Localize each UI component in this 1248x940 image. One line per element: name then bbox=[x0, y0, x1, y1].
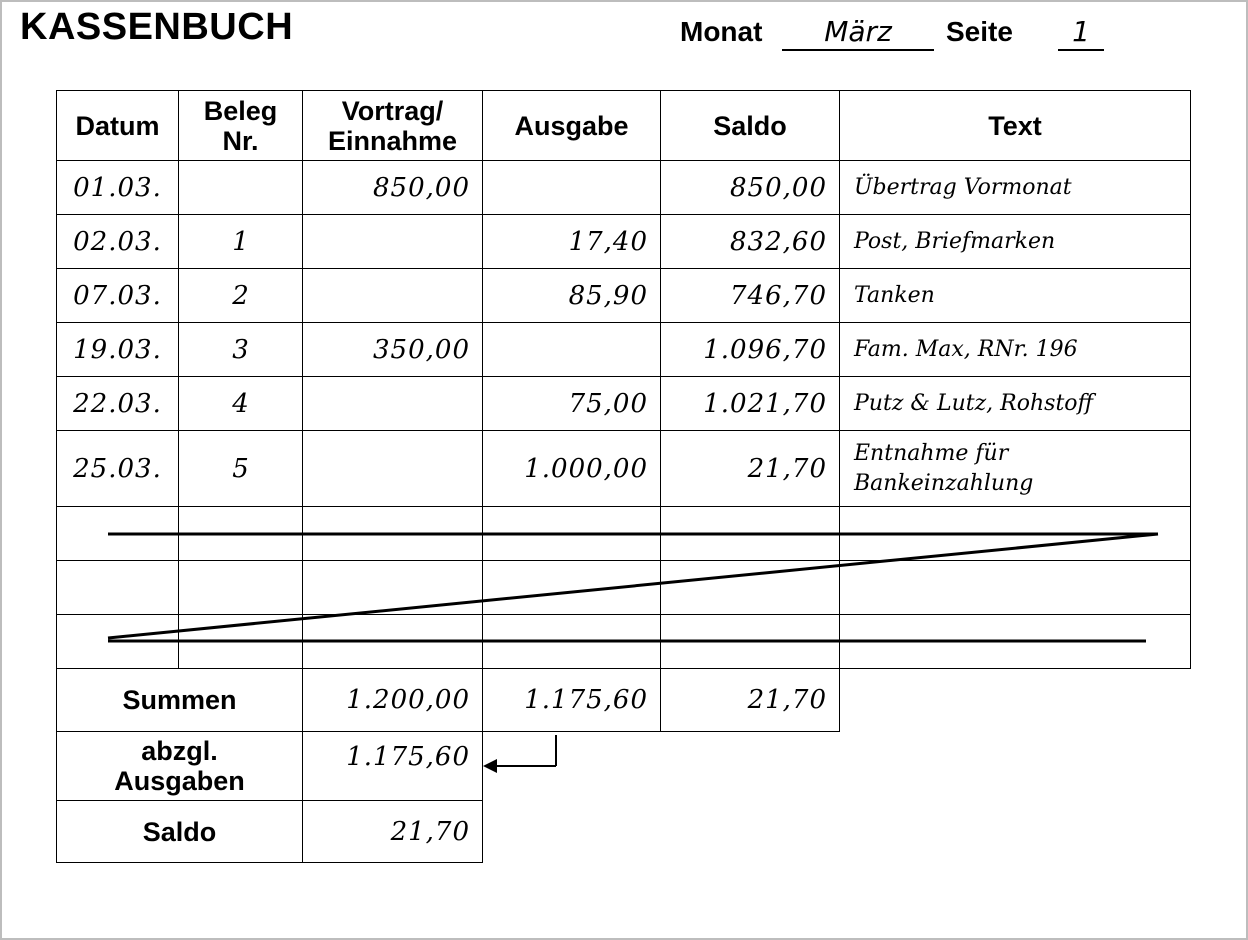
col-header-vortrag bbox=[302, 90, 483, 161]
row-5-beleg: 4 bbox=[178, 376, 303, 431]
row-6-text bbox=[839, 430, 1191, 507]
col-header-ausgabe: Ausgabe bbox=[482, 90, 661, 161]
summen-einnahme: 1.200,00 bbox=[302, 668, 483, 732]
summen-saldo: 21,70 bbox=[660, 668, 840, 732]
month-label: Monat bbox=[680, 16, 763, 47]
row-5-text: Putz & Lutz, Rohstoff bbox=[839, 376, 1191, 431]
page-field bbox=[1058, 15, 1104, 51]
month-value: März bbox=[824, 15, 892, 48]
col-header-vortrag-line2: Einnahme bbox=[327, 125, 458, 156]
document-title: KASSENBUCH bbox=[20, 6, 294, 48]
row-1-ausgabe bbox=[482, 160, 661, 215]
row-3-saldo: 746,70 bbox=[660, 268, 840, 323]
row-4-saldo: 1.096,70 bbox=[660, 322, 840, 377]
row-1-text: Übertrag Vormonat bbox=[839, 160, 1191, 215]
row-4-datum: 19.03. bbox=[56, 322, 179, 377]
row-2-einnahme bbox=[302, 214, 483, 269]
row-5-ausgabe: 75,00 bbox=[482, 376, 661, 431]
row-2-beleg: 1 bbox=[178, 214, 303, 269]
empty-cell bbox=[660, 560, 840, 615]
col-header-text: Text bbox=[839, 90, 1191, 161]
row-3-text: Tanken bbox=[839, 268, 1191, 323]
saldo-value: 21,70 bbox=[302, 800, 483, 863]
empty-cell bbox=[56, 614, 179, 669]
empty-cell bbox=[178, 560, 303, 615]
row-2-text: Post, Briefmarken bbox=[839, 214, 1191, 269]
empty-cell bbox=[482, 506, 661, 561]
row-4-einnahme: 350,00 bbox=[302, 322, 483, 377]
abzgl-value: 1.175,60 bbox=[302, 731, 483, 801]
row-6-datum: 25.03. bbox=[56, 430, 179, 507]
col-header-datum: Datum bbox=[56, 90, 179, 161]
row-1-beleg bbox=[178, 160, 303, 215]
col-header-vortrag-line1: Vortrag/ bbox=[341, 95, 444, 126]
row-5-saldo: 1.021,70 bbox=[660, 376, 840, 431]
empty-cell bbox=[302, 506, 483, 561]
row-4-text: Fam. Max, RNr. 196 bbox=[839, 322, 1191, 377]
empty-cell bbox=[178, 506, 303, 561]
empty-cell bbox=[482, 614, 661, 669]
row-1-saldo: 850,00 bbox=[660, 160, 840, 215]
row-5-einnahme bbox=[302, 376, 483, 431]
row-5-datum: 22.03. bbox=[56, 376, 179, 431]
abzgl-label bbox=[56, 731, 303, 801]
row-3-ausgabe: 85,90 bbox=[482, 268, 661, 323]
abzgl-label-line2: Ausgaben bbox=[114, 766, 245, 796]
col-header-beleg-line1: Beleg bbox=[203, 95, 278, 126]
col-header-beleg bbox=[178, 90, 303, 161]
summen-label: Summen bbox=[56, 668, 303, 732]
empty-cell bbox=[302, 560, 483, 615]
empty-cell bbox=[839, 560, 1191, 615]
page-number: 1 bbox=[1072, 15, 1090, 48]
row-6-ausgabe: 1.000,00 bbox=[482, 430, 661, 507]
row-4-ausgabe bbox=[482, 322, 661, 377]
row-6-saldo: 21,70 bbox=[660, 430, 840, 507]
col-header-saldo: Saldo bbox=[660, 90, 840, 161]
saldo-label: Saldo bbox=[56, 800, 303, 863]
row-1-einnahme: 850,00 bbox=[302, 160, 483, 215]
arrow-head-icon bbox=[483, 759, 497, 773]
row-2-ausgabe: 17,40 bbox=[482, 214, 661, 269]
month-field bbox=[782, 15, 934, 51]
row-2-saldo: 832,60 bbox=[660, 214, 840, 269]
empty-cell bbox=[56, 506, 179, 561]
empty-cell bbox=[56, 560, 179, 615]
row-3-beleg: 2 bbox=[178, 268, 303, 323]
page-label: Seite bbox=[946, 16, 1013, 47]
row-2-datum: 02.03. bbox=[56, 214, 179, 269]
col-header-beleg-line2: Nr. bbox=[222, 125, 259, 156]
row-3-einnahme bbox=[302, 268, 483, 323]
row-3-datum: 07.03. bbox=[56, 268, 179, 323]
empty-cell bbox=[482, 560, 661, 615]
summen-ausgabe: 1.175,60 bbox=[482, 668, 661, 732]
row-6-text-line1: Entnahme für bbox=[854, 440, 1009, 466]
empty-cell bbox=[660, 614, 840, 669]
empty-cell bbox=[839, 506, 1191, 561]
empty-cell bbox=[660, 506, 840, 561]
row-6-einnahme bbox=[302, 430, 483, 507]
row-6-beleg: 5 bbox=[178, 430, 303, 507]
row-1-datum: 01.03. bbox=[56, 160, 179, 215]
empty-cell bbox=[178, 614, 303, 669]
row-4-beleg: 3 bbox=[178, 322, 303, 377]
abzgl-label-line1: abzgl. bbox=[141, 736, 218, 766]
empty-cell bbox=[302, 614, 483, 669]
empty-cell bbox=[839, 614, 1191, 669]
row-6-text-line2: Bankeinzahlung bbox=[854, 470, 1034, 496]
